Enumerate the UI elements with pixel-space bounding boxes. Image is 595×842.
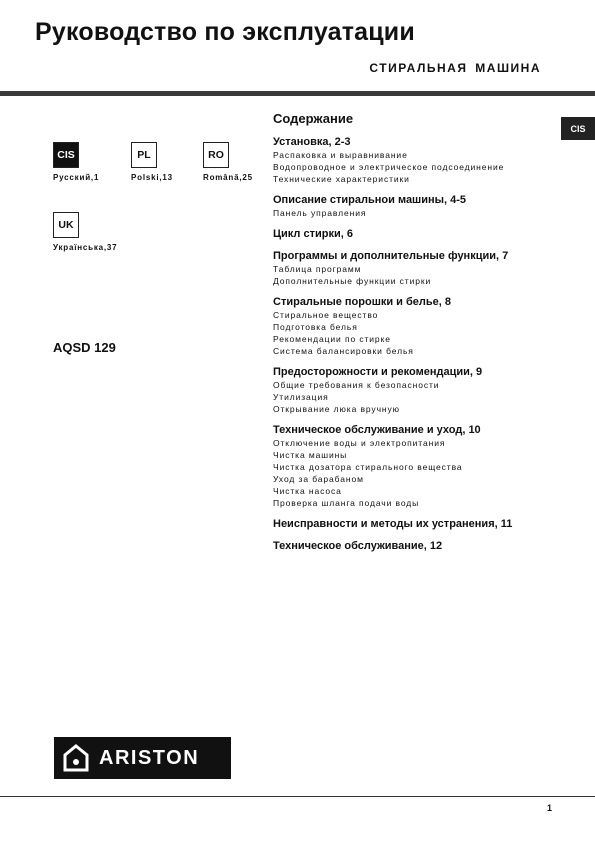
toc-subitem[interactable]: Стиральное вещество (273, 310, 379, 320)
toc-section-title[interactable]: Описание стиральнои машины, 4-5 (273, 194, 467, 206)
footer-divider (0, 796, 595, 797)
toc-section (273, 193, 563, 219)
toc-subitem[interactable]: Уход за барабаном (273, 474, 364, 484)
toc-subitem[interactable]: Подготовка белья (273, 322, 358, 332)
toc-subitem[interactable]: Проверка шланга подачи воды (273, 498, 420, 508)
toc-subitem[interactable]: Чистка машины (273, 450, 348, 460)
toc-subitem[interactable]: Панель управления (273, 208, 367, 218)
toc-section-title[interactable]: Программы и дополнительные функции, 7 (273, 250, 509, 262)
toc-subitem[interactable]: Общие требования к безопасности (273, 380, 440, 390)
language-uk[interactable] (53, 212, 117, 252)
toc-section (273, 249, 563, 287)
language-label: Русский,1 (53, 173, 100, 182)
toc-section (273, 423, 563, 509)
toc-subitem[interactable]: Чистка насоса (273, 486, 342, 496)
document-subtitle: СТИРАЛЬНАЯ МАШИНА (369, 61, 541, 75)
toc-heading: Содержание (273, 111, 354, 126)
page-number: 1 (546, 803, 552, 813)
language-label: Українська,37 (53, 243, 118, 252)
toc-section-title[interactable]: Предосторожности и рекомендации, 9 (273, 366, 483, 378)
toc-sections (273, 135, 563, 553)
toc-subitem[interactable]: Утилизация (273, 392, 329, 402)
toc-section (273, 295, 563, 357)
toc-subitem[interactable]: Технические характеристики (273, 174, 410, 184)
model-number: AQSD 129 (53, 340, 116, 355)
language-code-box: CIS (53, 142, 79, 168)
toc-section (273, 227, 563, 241)
document-title: Руководство по эксплуатации (35, 18, 415, 46)
toc-section (273, 135, 563, 185)
toc-subitem[interactable]: Дополнительные функции стирки (273, 276, 432, 286)
language-pl[interactable] (131, 142, 173, 182)
toc-subitem[interactable]: Таблица программ (273, 264, 362, 274)
toc-section (273, 365, 563, 415)
toc-subitem[interactable]: Рекомендации по стирке (273, 334, 391, 344)
table-of-contents (273, 111, 563, 561)
language-side-tab: CIS (561, 117, 595, 140)
ariston-logo (54, 737, 231, 779)
toc-subitem[interactable]: Система балансировки белья (273, 346, 414, 356)
toc-section-title[interactable]: Неисправности и методы их устранения, 11 (273, 518, 513, 530)
language-ro[interactable] (203, 142, 253, 182)
house-logo-icon (63, 744, 89, 772)
toc-subitem[interactable]: Водопроводное и электрическое подсоединение (273, 162, 505, 172)
toc-section-title[interactable]: Техническое обслуживание, 12 (273, 540, 443, 552)
toc-subitem[interactable]: Чистка дозатора стирального вещества (273, 462, 463, 472)
language-code-box: RO (203, 142, 229, 168)
toc-section-title[interactable]: Техническое обслуживание и уход, 10 (273, 424, 481, 436)
language-code-box: PL (131, 142, 157, 168)
toc-subitem[interactable]: Распаковка и выравнивание (273, 150, 408, 160)
language-label: Română,25 (203, 173, 253, 182)
toc-subitem[interactable]: Отключение воды и электропитания (273, 438, 446, 448)
toc-section-title[interactable]: Цикл стирки, 6 (273, 228, 353, 240)
language-code-box: UK (53, 212, 79, 238)
toc-section-title[interactable]: Стиральные порошки и белье, 8 (273, 296, 452, 308)
header-divider (0, 91, 595, 96)
language-label: Polski,13 (131, 173, 173, 182)
toc-section (273, 539, 563, 553)
toc-section (273, 517, 563, 531)
toc-subitem[interactable]: Открывание люка вручную (273, 404, 400, 414)
toc-section-title[interactable]: Установка, 2-3 (273, 136, 351, 148)
logo-wordmark: ARISTON (99, 746, 200, 769)
language-cis[interactable] (53, 142, 99, 182)
